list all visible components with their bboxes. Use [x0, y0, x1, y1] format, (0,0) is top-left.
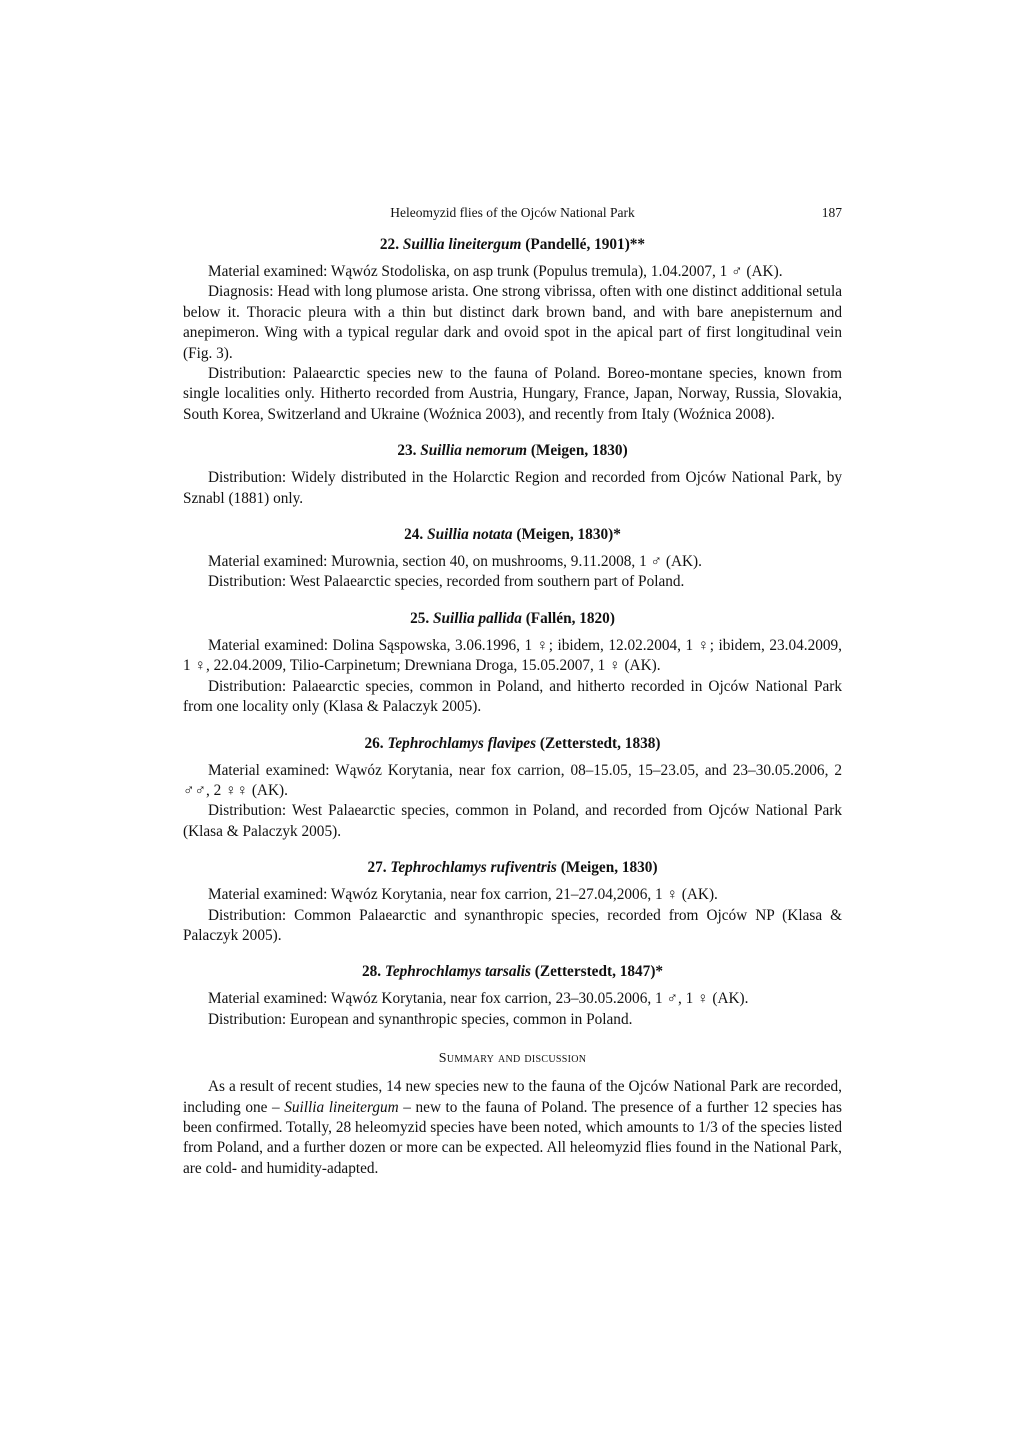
species-heading: 22. Suillia lineitergum (Pandellé, 1901)**: [379, 236, 646, 253]
species-name: Tephrochlamys rufiventris: [390, 859, 557, 877]
species-entry: [183, 858, 842, 946]
summary-section: [183, 1049, 842, 1179]
species-name: Suillia notata: [427, 526, 513, 544]
material-examined: Material examined: Dolina Sąspowska, 3.06.1996, 1 ♀; ibidem, 12.02.2004, 1 ♀; ibidem, 23.04.2009, 1 ♀, 22.04.2009, Tilio-Carpinetum; Drewniana Droga, 15.05.2007, 1 ♀ (AK).: [183, 636, 842, 675]
distribution: Distribution: West Palaearctic species, common in Poland, and recorded from Ojców National Park (Klasa & Palaczyk 2005).: [183, 802, 842, 840]
distribution: Distribution: Widely distributed in the Holarctic Region and recorded from Ojców National Park, by Sznabl (1881) only.: [183, 469, 842, 507]
material-examined: Material examined: Wąwóz Stodoliska, on asp trunk (Populus tremula), 1.04.2007, 1 ♂ (AK).: [208, 263, 783, 280]
species-name: Suillia lineitergum: [284, 1098, 399, 1116]
species-name: Suillia nemorum: [420, 442, 527, 460]
running-title: Heleomyzid flies of the Ojców National Park: [390, 205, 635, 220]
species-author: (Meigen, 1830): [530, 442, 628, 460]
species-entry: [183, 609, 842, 718]
distribution: Distribution: Palaearctic species new to the fauna of Poland. Boreo-montane species, known from single localities only. Hitherto recorded from Austria, Hungary, France, Japan, Norway, Russia, Slovakia, South Korea, Switzerland and Ukraine (Woźnica 2003), and recently from Italy (Woźnica 2008).: [183, 365, 842, 423]
material-examined: Material examined: Wąwóz Korytania, near fox carrion, 21–27.04,2006, 1 ♀ (AK).: [208, 886, 718, 904]
species-name: Tephrochlamys tarsalis: [384, 963, 531, 981]
page-number: 187: [821, 205, 842, 220]
species-name: Tephrochlamys flavipes: [387, 734, 537, 752]
species-author: (Zetterstedt, 1838): [539, 734, 661, 752]
species-author: (Fallén, 1820): [525, 609, 615, 627]
material-examined: Material examined: Wąwóz Korytania, near fox carrion, 08–15.05, 15–23.05, and 23–30.05.2006, 2 ♂♂, 2 ♀♀ (AK).: [183, 761, 842, 799]
distribution: Distribution: Common Palaearctic and synanthropic species, recorded from Ojców NP (Klasa & Palaczyk 2005).: [183, 906, 842, 944]
species-heading: 28. Tephrochlamys tarsalis (Zetterstedt, 1847)*: [361, 963, 664, 981]
species-name: Suillia pallida: [433, 609, 522, 627]
species-heading: 23. Suillia nemorum (Meigen, 1830): [397, 442, 628, 460]
species-entry: [183, 734, 842, 843]
diagnosis: Diagnosis: Head with long plumose arista. One strong vibrissa, often with one distinct additional setula below it. Thoracic pleura with a thin but distinct dark brown band, and with bare anepisternum and anepimeron. Wing with a typical regular dark and ovoid spot in the apical part of first longitudinal vein (Fig. 3).: [183, 283, 842, 362]
species-heading: 26. Tephrochlamys flavipes (Zetterstedt, 1838): [364, 734, 661, 752]
distribution: Distribution: West Palaearctic species, recorded from southern part of Poland.: [208, 573, 685, 591]
species-entry: [183, 962, 842, 1030]
distribution: Distribution: Palaearctic species, common in Poland, and hitherto recorded in Ojców National Park from one locality only (Klasa & Palaczyk 2005).: [183, 677, 842, 716]
species-heading: 24. Suillia notata (Meigen, 1830)*: [404, 526, 621, 544]
distribution: Distribution: European and synanthropic species, common in Poland.: [208, 1010, 633, 1028]
running-header: [183, 205, 842, 227]
material-examined: Material examined: Wąwóz Korytania, near fox carrion, 23–30.05.2006, 1 ♂, 1 ♀ (AK).: [208, 990, 749, 1008]
species-entry: [183, 235, 842, 425]
species-author: (Pandellé, 1901)**: [525, 236, 646, 253]
species-name: Suillia lineitergum: [402, 236, 522, 253]
page: [183, 205, 842, 1179]
species-entry: [183, 525, 842, 593]
summary-paragraph: As a result of recent studies, 14 new species new to the fauna of the Ojców National Park are recorded, including one – Suillia lineitergum – new to the fauna of Poland. The presence of a further 12 species has been confirmed. Totally, 28 heleomyzid species have been noted, which amounts to 1/3 of the species listed from Poland, and a further dozen or more can be expected. All heleomyzid flies found in the National Park, are cold- and humidity-adapted.: [183, 1078, 842, 1177]
material-examined: Material examined: Murownia, section 40, on mushrooms, 9.11.2008, 1 ♂ (AK).: [208, 553, 702, 571]
species-entry: [183, 441, 842, 509]
section-heading: Summary and discussion: [438, 1051, 587, 1067]
species-heading: 27. Tephrochlamys rufiventris (Meigen, 1830): [367, 859, 658, 877]
species-author: (Meigen, 1830): [560, 859, 658, 877]
species-author: (Zetterstedt, 1847)*: [534, 963, 664, 981]
species-author: (Meigen, 1830)*: [516, 526, 621, 544]
species-heading: 25. Suillia pallida (Fallén, 1820): [410, 609, 615, 627]
